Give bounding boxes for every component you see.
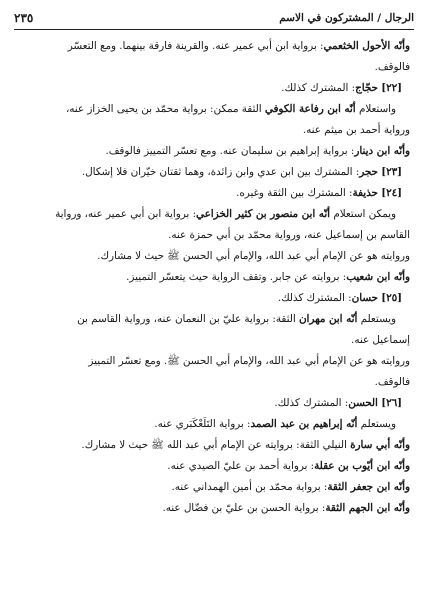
text-line: وأنّه ابن دینار: بروایة إبراهیم بن سلیمان عنه. ومع تعسّر التمییز فالوقف. xyxy=(105,145,410,157)
text-line: وروایة أحمد بن میثم عنه. xyxy=(302,124,410,136)
text-line: فالوقف. xyxy=(374,376,410,388)
text-line: ویمكن استعلام أنّه ابن منصور بن كثیر الخزاعي: بروایة ابن أبي عمیر عنه، وروایة xyxy=(55,208,396,220)
section-heading: [٢٦] الحسن: المشترك كذلك. xyxy=(274,397,402,409)
text-line: وروایته هو عن الإمام أبي عبد الله، والإمام أبي الحسن ﷺ حیث لا مشارك. xyxy=(97,250,410,262)
text-line: وأنّه الأحول الخثعمي: بروایة ابن أبي عمیر عنه. والقرینة فارقة بینهما. ومع التعسّر xyxy=(67,40,410,52)
text-line: وروایته هو عن الإمام أبي عبد الله، والإمام أبي الحسن ﷺ. ومع تعسّر التمییز xyxy=(88,355,410,367)
header-rule xyxy=(14,29,414,30)
text-line: القاسم بن إسماعیل عنه، وروایة محمّد بن أبي حمزة عنه. xyxy=(168,229,410,241)
text-line: وأنّه ابن جعفر الثقة: بروایة محمّد بن أمین الهمداني عنه. xyxy=(171,481,410,493)
running-title: الرجال / المشتركون في الاسم xyxy=(279,12,414,24)
page-header xyxy=(14,8,414,28)
text-line: وأنّه ابن شعیب: بروایته عن جابر. وتقف الروایة حیث یتعسّر التمییز. xyxy=(126,271,410,283)
text-line: إسماعیل عنه. xyxy=(351,334,410,346)
section-heading: [٢٤] حذیفة: المشترك بین الثقة وغیره. xyxy=(236,187,402,199)
text-line: وأنّه أبي سارة النیلي الثقة: بروایته عن الإمام أبي عبد الله ﷺ حیث لا مشارك. xyxy=(81,439,410,451)
text-line: وأنّه ابن أیّوب بن عقلة: بروایة أحمد بن عليّ الصیدي عنه. xyxy=(167,460,410,472)
text-line: ویستعلم أنّه ابن مهران الثقة: بروایة عليّ بن النعمان عنه، وروایة القاسم بن xyxy=(77,313,396,325)
page-body xyxy=(14,36,410,519)
text-line: واستعلام أنّه ابن رفاعة الكوفي الثقة ممكن: بروایة محمّد بن یحیى الخزاز عنه، xyxy=(65,103,396,115)
section-heading: [٢٢] حجّاج: المشترك كذلك. xyxy=(281,82,402,94)
text-line: وأنّه ابن الجهم الثقة: بروایة الحسن بن عليّ بن فضّال عنه. xyxy=(162,502,410,514)
text-line: ویستعلم أنّه إبراهیم بن عبد الصمد: بروایة التَلَعْكَبَري عنه. xyxy=(154,418,396,430)
page-number: ٢٣٥ xyxy=(14,11,34,25)
section-heading: [٢٣] حجر: المشترك بین ابن عدي وابن زائدة، وهما ثقتان خیّران فلا إشكال. xyxy=(81,166,402,178)
text-line: فالوقف. xyxy=(374,61,410,73)
section-heading: [٢٥] حسان: المشترك كذلك. xyxy=(277,292,402,304)
